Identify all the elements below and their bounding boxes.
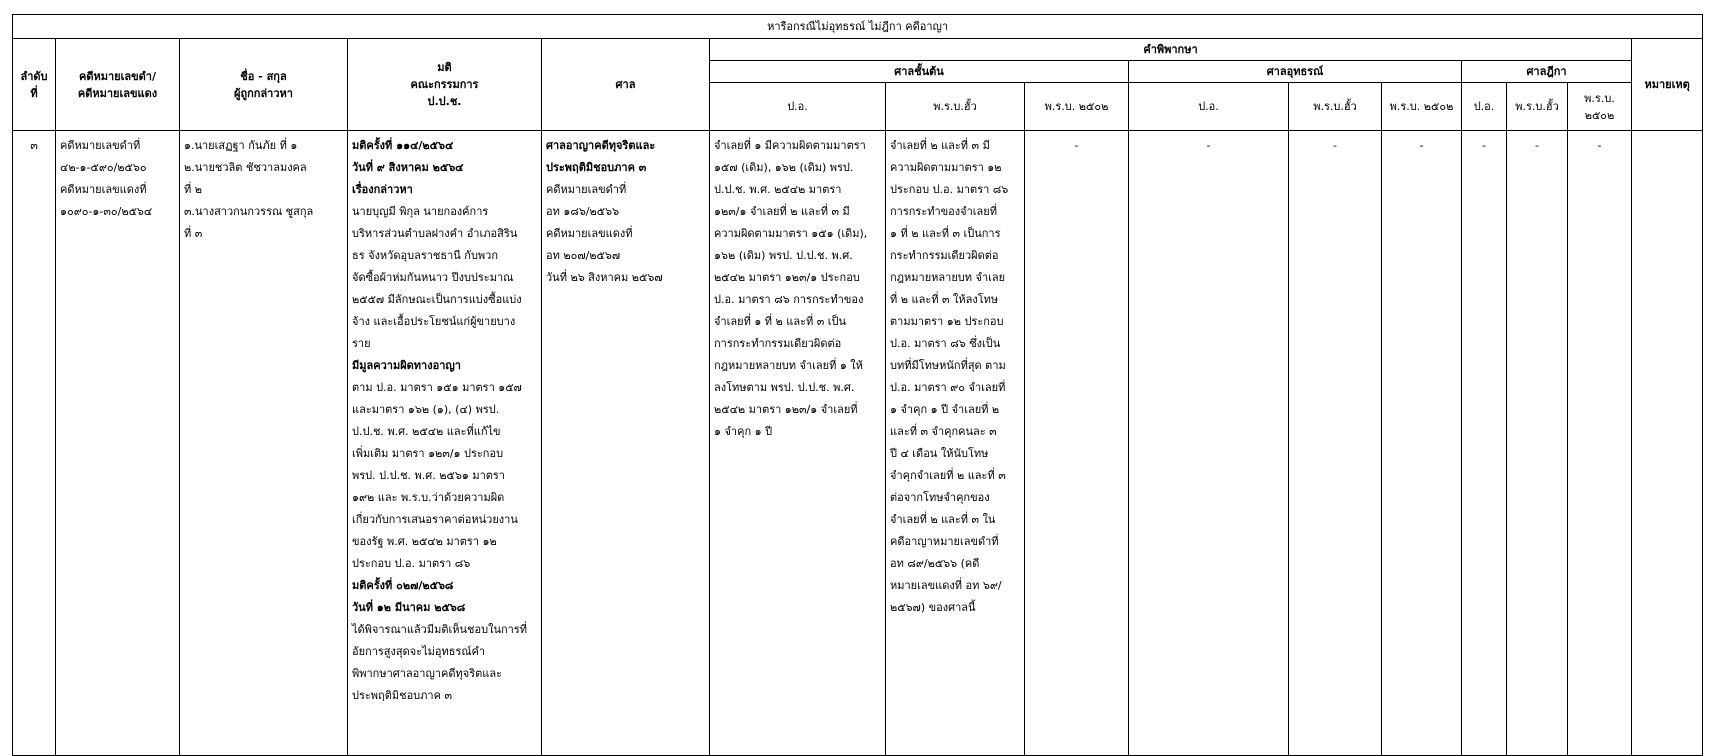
cell-supreme-prb2502: - <box>1568 131 1632 756</box>
resolution-date-2: วันที่ ๑๒ มีนาคม ๒๕๖๘ <box>352 601 466 614</box>
case-table <box>12 14 1703 756</box>
offense-title: มีมูลความผิดทางอาญา <box>352 359 461 372</box>
header-supreme-prb: พ.ร.บ.ฮั้ว <box>1507 83 1568 131</box>
header-case-no: คดีหมายเลขดำ/ คดีหมายเลขแดง <box>56 39 180 131</box>
header-court: ศาล <box>542 39 710 131</box>
cell-remark <box>1632 131 1703 756</box>
table-row <box>13 131 1703 756</box>
cell-names: ๑.นายเสฏฐา กันภัย ที่ ๑ ๒.นายชวลิต ชัชวาลมงคล ที่ ๒ ๓.นางสาวกนกวรรณ ชูสกุล ที่ ๓ <box>180 131 348 756</box>
header-court-first: ศาลชั้นต้น <box>710 61 1129 83</box>
cell-resolution: มติครั้งที่ ๑๑๔/๒๕๖๔ วันที่ ๙ สิงหาคม ๒๕๖๔ เรื่องกล่าวหา นายบุญมี พิกุล นายกองค์การ บริหารส่วนตำบลฝางคำ อำเภอสิริน ธร จังหวัดอุบลราชธานี กับพวก จัดซื้อผ้าห่มกันหนาว ปีงบประมาณ ๒๕๕๗ มีลักษณะเป็นการแบ่งซื้อแบ่ง จ้าง และเอื้อประโยชน์แก่ผู้ขายบาง ราย มีมูลความผิดทางอาญา ตาม ป.อ. มาตรา ๑๕๑ มาตรา ๑๕๗ และมาตรา ๑๖๒ (๑), (๔) พรป. ป.ป.ช. พ.ศ. ๒๕๔๒ และที่แก้ไข เพิ่มเติม มาตรา ๑๒๓/๑ ประกอบ พรป. ป.ป.ช. พ.ศ. ๒๕๖๑ มาตรา ๑๙๒ และ พ.ร.บ.ว่าด้วยความผิด เกี่ยวกับการเสนอราคาต่อหน่วยงาน ของรัฐ พ.ศ. ๒๕๔๒ มาตรา ๑๒ ประกอบ ป.อ. มาตรา ๘๖ มติครั้งที่ ๐๒๗/๒๕๖๘ วันที่ ๑๒ มีนาคม ๒๕๖๘ ได้พิจารณาแล้วมีมติเห็นชอบในการที่ อัยการสูงสุดจะไม่อุทธรณ์คำ พิพากษาศาลอาญาคดีทุจริตและ ประพฤติมิชอบภาค ๓ <box>348 131 542 756</box>
header-first-po: ป.อ. <box>710 83 886 131</box>
cell-supreme-prb: - <box>1507 131 1568 756</box>
allegation-title: เรื่องกล่าวหา <box>352 183 413 196</box>
header-supreme-prb2502: พ.ร.บ. ๒๕๐๒ <box>1568 83 1632 131</box>
cell-first-prb2502: - <box>1025 131 1129 756</box>
case-table-wrapper <box>12 14 1702 756</box>
cell-supreme-po: - <box>1462 131 1507 756</box>
header-appeal-prb: พ.ร.บ.ฮั้ว <box>1289 83 1382 131</box>
resolution-meeting-2: มติครั้งที่ ๐๒๗/๒๕๖๘ <box>352 579 454 592</box>
header-name: ชื่อ - สกุล ผู้ถูกกล่าวหา <box>180 39 348 131</box>
cell-first-po: จำเลยที่ ๑ มีความผิดตามมาตรา ๑๕๗ (เดิม), ๑๖๒ (เดิม) พรป. ป.ป.ช. พ.ศ. ๒๕๔๒ มาตรา ๑๒๓/๑ จำเลยที่ ๒ และที่ ๓ มี ความผิดตามมาตรา ๑๕๑ (เดิม), ๑๖๒ (เดิม) พรป. ป.ป.ช. พ.ศ. ๒๕๔๒ มาตรา ๑๒๓/๑ ประกอบ ป.อ. มาตรา ๘๖ การกระทำของ จำเลยที่ ๑ ที่ ๒ และที่ ๓ เป็น การกระทำกรรมเดียวผิดต่อ กฎหมายหลายบท จำเลยที่ ๑ ให้ ลงโทษตาม พรป. ป.ป.ช. พ.ศ. ๒๕๔๒ มาตรา ๑๒๓/๑ จำเลยที่ ๑ จำคุก ๑ ปี <box>710 131 886 756</box>
header-appeal-po: ป.อ. <box>1129 83 1289 131</box>
cell-case-no: คดีหมายเลขดำที่ ๔๒-๑-๕๙๐/๒๕๖๐ คดีหมายเลขแดงที่ ๑๐๙๐-๑-๓๐/๒๕๖๔ <box>56 131 180 756</box>
cell-order: ๓ <box>13 131 56 756</box>
header-court-supreme: ศาลฎีกา <box>1462 61 1632 83</box>
table-title: หารือกรณีไม่อุทธรณ์ ไม่ฎีกา คดีอาญา <box>13 15 1703 39</box>
header-appeal-prb2502: พ.ร.บ. ๒๕๐๒ <box>1382 83 1462 131</box>
resolution-meeting-1: มติครั้งที่ ๑๑๔/๒๕๖๔ <box>352 139 454 152</box>
header-court-appeal: ศาลอุทธรณ์ <box>1129 61 1462 83</box>
header-remark: หมายเหตุ <box>1632 39 1703 131</box>
header-judgment: คำพิพากษา <box>710 39 1632 61</box>
cell-appeal-prb: - <box>1289 131 1382 756</box>
cell-first-prb: จำเลยที่ ๒ และที่ ๓ มี ความผิดตามมาตรา ๑๒ ประกอบ ป.อ. มาตรา ๘๖ การกระทำของจำเลยที่ ๑ ที่ ๒ และที่ ๓ เป็นการ กระทำกรรมเดียวผิดต่อ กฎหมายหลายบท จำเลย ที่ ๒ และที่ ๓ ให้ลงโทษ ตามมาตรา ๑๒ ประกอบ ป.อ. มาตรา ๘๖ ซึ่งเป็น บทที่มีโทษหนักที่สุด ตาม ป.อ. มาตรา ๙๐ จำเลยที่ ๑ จำคุก ๑ ปี จำเลยที่ ๒ และที่ ๓ จำคุกคนละ ๓ ปี ๔ เดือน ให้นับโทษ จำคุกจำเลยที่ ๒ และที่ ๓ ต่อจากโทษจำคุกของ จำเลยที่ ๒ และที่ ๓ ใน คดีอาญาหมายเลขดำที่ อท ๘๙/๒๕๖๖ (คดี หมายเลขแดงที่ อท ๖๙/ ๒๕๖๗) ของศาลนี้ <box>886 131 1025 756</box>
resolution-date-1: วันที่ ๙ สิงหาคม ๒๕๖๔ <box>352 161 464 174</box>
cell-appeal-prb2502: - <box>1382 131 1462 756</box>
cell-court: ศาลอาญาคดีทุจริตและ ประพฤติมิชอบภาค ๓ คดีหมายเลขดำที่ อท ๑๘๖/๒๕๖๖ คดีหมายเลขแดงที่ อท ๒๐๗/๒๕๖๗ วันที่ ๒๖ สิงหาคม ๒๕๖๗ <box>542 131 710 756</box>
header-first-prb: พ.ร.บ.ฮั้ว <box>886 83 1025 131</box>
header-resolution: มติ คณะกรรมการ ป.ป.ช. <box>348 39 542 131</box>
header-order: ลำดับ ที่ <box>13 39 56 131</box>
cell-appeal-po: - <box>1129 131 1289 756</box>
header-first-prb2502: พ.ร.บ. ๒๕๐๒ <box>1025 83 1129 131</box>
header-supreme-po: ป.อ. <box>1462 83 1507 131</box>
